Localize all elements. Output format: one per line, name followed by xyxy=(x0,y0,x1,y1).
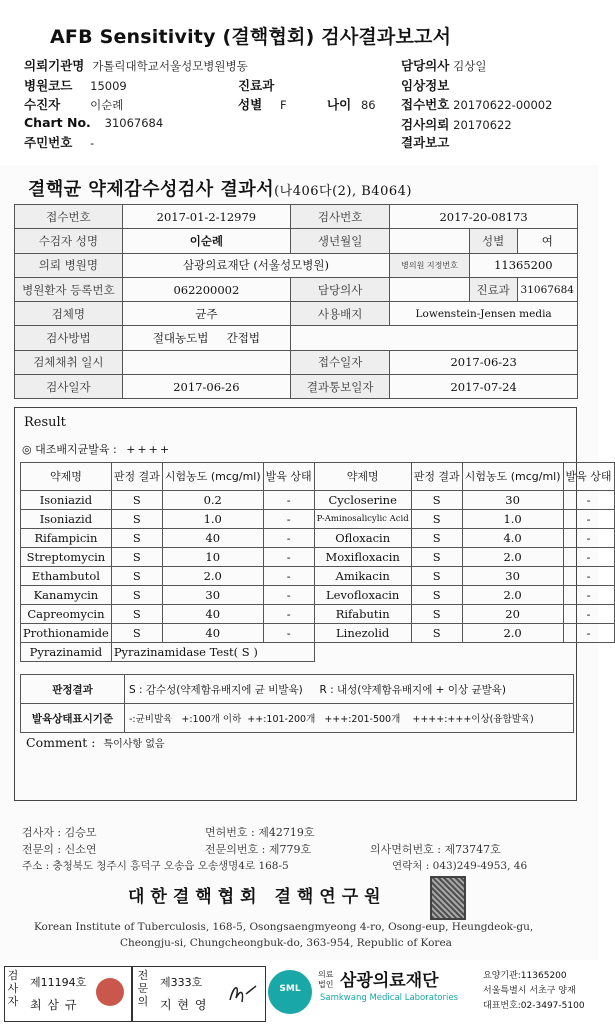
hosp-reg-label: 병원환자 등록번호 xyxy=(15,277,123,301)
drug-right-name: Rifabutin xyxy=(314,605,411,624)
drug-left-judge: S xyxy=(111,605,162,624)
drug-right-judge: S xyxy=(411,586,462,605)
clinical-row xyxy=(401,76,449,94)
specialist-no: 전문의번호 : 제779호 xyxy=(205,843,312,856)
doctor-row xyxy=(401,56,486,74)
col-drug: 약제명 xyxy=(21,463,112,491)
table-row xyxy=(21,548,615,567)
certificate-title xyxy=(28,175,412,201)
drug-right-name: P-Aminosalicylic Acid xyxy=(314,510,411,529)
header-row-5 xyxy=(24,133,94,151)
receipt-date-value: 2017-06-23 xyxy=(390,350,578,374)
sml-logo-icon xyxy=(268,970,312,1014)
drug-left-conc: 40 xyxy=(162,529,263,548)
drug-right-judge: S xyxy=(411,529,462,548)
contact: 연락처 : 043)249-4953, 46 xyxy=(392,860,528,872)
collect-date-label: 검체채취 일시 xyxy=(15,350,123,374)
table-row xyxy=(21,624,615,643)
hosp-reg-value: 062200002 xyxy=(122,277,290,301)
drug-right-name: Moxifloxacin xyxy=(314,548,411,567)
institute-name-ko: 대한결핵협회 결핵연구원 xyxy=(128,887,387,907)
judge-r-text: R : 내성(약제함유배지에 + 이상 균발육) xyxy=(319,683,506,696)
dept-label: 진료과 xyxy=(238,78,275,93)
drug-left-name: Kanamycin xyxy=(21,586,112,605)
table-row xyxy=(21,567,615,586)
age-value: 86 xyxy=(360,98,376,112)
legend-table xyxy=(20,674,574,733)
result-label: Result xyxy=(24,415,66,430)
sex-value-cell: 여 xyxy=(517,229,577,253)
drug-right-conc: 30 xyxy=(462,491,563,510)
drug-right-name: Ofloxacin xyxy=(314,529,411,548)
doctor-sign-name: 지 현 영 xyxy=(160,998,208,1012)
drug-right-name: Cycloserine xyxy=(314,491,411,510)
control-label: ◎ 대조배지균발육 : xyxy=(22,443,117,456)
drug-left-conc: 2.0 xyxy=(162,567,263,586)
institute-seal xyxy=(430,876,466,920)
pza-name: Pyrazinamid xyxy=(21,643,112,662)
org-code: 요양기관:11365200 xyxy=(483,971,567,981)
col-drug-2: 약제명 xyxy=(314,463,411,491)
pza-empty xyxy=(314,643,614,662)
comment-label: Comment : xyxy=(26,735,96,750)
drug-right-growth: - xyxy=(563,491,614,510)
org-address: 서울특별시 서초구 양재 xyxy=(483,986,576,996)
drug-left-name: Streptomycin xyxy=(21,548,112,567)
specialist: 전문의 : 신소연 xyxy=(22,843,97,856)
org-phone: 대표번호:02-3497-5100 xyxy=(483,1001,585,1011)
patient-info-table xyxy=(14,204,578,399)
age-label: 나이 xyxy=(327,97,352,112)
address: 주소 : 충청북도 청주시 흥덕구 오송읍 오송생명4로 168-5 xyxy=(22,860,289,872)
drug-left-conc: 30 xyxy=(162,586,263,605)
rrn-label: 주민번호 xyxy=(24,135,73,150)
col-growth-2: 발육 상태 xyxy=(563,463,614,491)
receipt-no-label: 접수번호 xyxy=(15,205,123,229)
chart-label: Chart No. xyxy=(24,115,91,130)
notify-date-label: 결과통보일자 xyxy=(291,375,390,399)
test-request-row xyxy=(401,115,512,133)
drug-right-growth: - xyxy=(563,510,614,529)
table-row xyxy=(21,510,615,529)
drug-left-judge: S xyxy=(111,510,162,529)
hospital-value: 삼광의료재단 (서울성모병원) xyxy=(122,253,390,277)
test-date-value: 2017-06-26 xyxy=(122,375,290,399)
comment xyxy=(26,735,165,750)
specimen-value: 균주 xyxy=(122,302,290,326)
growth-legend-value: -:균비발육 +:100개 이하 ++:101-200개 +++:201-500개 ++++:+++이상(융합발육) xyxy=(125,704,574,733)
drug-left-growth: - xyxy=(263,491,314,510)
drug-right-judge: S xyxy=(411,567,462,586)
specimen-label: 검체명 xyxy=(15,302,123,326)
tester-license: 면허번호 : 제42719호 xyxy=(205,826,315,839)
result-report-row xyxy=(401,133,449,151)
drug-left-growth: - xyxy=(263,586,314,605)
sex-label: 성별 xyxy=(238,97,263,112)
drug-left-name: Isoniazid xyxy=(21,491,112,510)
org-name: 삼광의료재단 xyxy=(340,971,439,991)
drug-left-conc: 40 xyxy=(162,605,263,624)
drug-left-growth: - xyxy=(263,529,314,548)
birth-value xyxy=(390,229,470,253)
hospital-code-label: 병원코드 xyxy=(24,78,73,93)
result-report-label: 결과보고 xyxy=(401,135,450,150)
drug-left-growth: - xyxy=(263,510,314,529)
judge-s-text: S : 감수성(약제함유배지에 균 비발육) xyxy=(129,683,303,696)
comment-value: 특이사항 없음 xyxy=(103,739,165,750)
drug-right-judge: S xyxy=(411,548,462,567)
drug-right-name: Linezolid xyxy=(314,624,411,643)
col-growth: 발육 상태 xyxy=(263,463,314,491)
designated-value: 11365200 xyxy=(469,253,577,277)
col-conc-2: 시험농도 (mcg/ml) xyxy=(462,463,563,491)
col-judge-2: 판정 결과 xyxy=(411,463,462,491)
inspect-no-value: 2017-20-08173 xyxy=(390,205,578,229)
doctor-sign-label: 전문의 xyxy=(137,969,149,1008)
info-dept-label: 진료과 xyxy=(469,277,517,301)
receipt-no-label: 접수번호 xyxy=(401,97,450,112)
chart-value: 31067684 xyxy=(104,116,164,130)
patient-value: 이순례 xyxy=(90,98,124,112)
drug-right-conc: 2.0 xyxy=(462,548,563,567)
institute-address-en-1: Korean Institute of Tuberculosis, 168-5, Osongsaengmyeong 4-ro, Osong-eup, Heungdeok-gu, xyxy=(34,921,534,933)
tester-sign-label: 검사자 xyxy=(7,969,19,1008)
drug-left-growth: - xyxy=(263,624,314,643)
drug-right-conc: 4.0 xyxy=(462,529,563,548)
drug-right-judge: S xyxy=(411,510,462,529)
drug-right-growth: - xyxy=(563,567,614,586)
header-row-3 xyxy=(24,95,123,113)
drug-left-conc: 0.2 xyxy=(162,491,263,510)
control-growth xyxy=(22,441,171,457)
receipt-no-value: 2017-01-2-12979 xyxy=(122,205,290,229)
tester-sign-no: 제11194호 xyxy=(30,976,87,989)
drug-left-judge: S xyxy=(111,567,162,586)
certificate-title-main: 결핵균 약제감수성검사 결과서 xyxy=(28,179,275,200)
notify-date-value: 2017-07-24 xyxy=(390,375,578,399)
drug-left-judge: S xyxy=(111,586,162,605)
drug-right-conc: 30 xyxy=(462,567,563,586)
table-row xyxy=(21,491,615,510)
drug-left-name: Isoniazid xyxy=(21,510,112,529)
drug-left-growth: - xyxy=(263,605,314,624)
col-conc: 시험농도 (mcg/ml) xyxy=(162,463,263,491)
method-empty xyxy=(291,326,578,350)
sex-value: F xyxy=(279,98,287,112)
receipt-date-label: 접수일자 xyxy=(291,350,390,374)
judge-legend-label: 판정결과 xyxy=(21,675,125,704)
header-row-2 xyxy=(24,76,127,94)
info-dept-value: 31067684 xyxy=(517,277,577,301)
clinical-label: 임상정보 xyxy=(401,78,450,93)
test-request: 20170622 xyxy=(453,118,512,132)
patient-name-label: 수검자 성명 xyxy=(15,229,123,253)
hospital-code: 15009 xyxy=(90,79,127,93)
tester-sign-name: 최 삼 규 xyxy=(30,998,78,1012)
drug-left-conc: 10 xyxy=(162,548,263,567)
tester: 검사자 : 김승모 xyxy=(22,826,97,839)
drug-right-conc: 2.0 xyxy=(462,624,563,643)
table-row xyxy=(21,529,615,548)
method-1: 절대농도법 xyxy=(152,331,209,346)
drug-left-judge: S xyxy=(111,624,162,643)
doctor-label: 담당의사 xyxy=(401,58,450,73)
judge-legend-value xyxy=(125,675,574,704)
media-value: Lowenstein-Jensen media xyxy=(390,302,578,326)
doctor-value: 김상일 xyxy=(453,59,487,73)
drug-left-name: Capreomycin xyxy=(21,605,112,624)
birth-label: 생년월일 xyxy=(291,229,390,253)
method-2: 간접법 xyxy=(226,331,260,346)
header-row-4 xyxy=(24,115,163,130)
doctor-sign-no: 제333호 xyxy=(160,976,203,989)
drug-right-judge: S xyxy=(411,491,462,510)
drug-right-conc: 1.0 xyxy=(462,510,563,529)
rrn-value: - xyxy=(90,136,95,150)
org-en: Samkwang Medical Laboratories xyxy=(320,993,459,1003)
tester-stamp-icon xyxy=(96,978,124,1006)
table-row xyxy=(21,605,615,624)
drug-left-name: Ethambutol xyxy=(21,567,112,586)
pza-value: Pyrazinamidase Test( S ) xyxy=(111,643,314,662)
receipt-row xyxy=(401,95,552,113)
drug-left-name: Rifampicin xyxy=(21,529,112,548)
table-row xyxy=(21,586,615,605)
header-row-1 xyxy=(24,56,248,74)
col-judge: 판정 결과 xyxy=(111,463,162,491)
drug-left-judge: S xyxy=(111,529,162,548)
sex-label-cell: 성별 xyxy=(469,229,517,253)
requesting-org: 가톨릭대학교서울성모병원병동 xyxy=(92,59,248,73)
drug-right-growth: - xyxy=(563,548,614,567)
test-date-label: 검사일자 xyxy=(15,375,123,399)
patient-name-value: 이순례 xyxy=(122,229,290,253)
hospital-label: 의뢰 병원명 xyxy=(15,253,123,277)
control-value: ++++ xyxy=(126,443,172,456)
collect-date-value xyxy=(122,350,290,374)
sml-logo-text: SML xyxy=(279,984,301,994)
method-value xyxy=(122,326,290,350)
drug-left-judge: S xyxy=(111,548,162,567)
drug-left-conc: 40 xyxy=(162,624,263,643)
inspect-no-label: 검사번호 xyxy=(291,205,390,229)
drug-right-growth: - xyxy=(563,586,614,605)
info-doctor-value xyxy=(390,277,470,301)
sex-row xyxy=(238,95,287,113)
drug-right-name: Amikacin xyxy=(314,567,411,586)
drug-table xyxy=(20,462,615,662)
drug-left-judge: S xyxy=(111,491,162,510)
drug-right-name: Levofloxacin xyxy=(314,586,411,605)
org-prefix: 의료법인 xyxy=(318,970,334,989)
certificate-title-sub: (나406다(2), B4064) xyxy=(274,184,412,199)
receipt-no: 20170622-00002 xyxy=(453,98,553,112)
designated-label: 병의원 지정번호 xyxy=(390,253,470,277)
drug-rows xyxy=(21,491,615,643)
drug-left-conc: 1.0 xyxy=(162,510,263,529)
doctor-license: 의사면허번호 : 제73747호 xyxy=(370,843,501,856)
doctor-signature-icon xyxy=(226,980,260,1008)
info-doctor-label: 담당의사 xyxy=(291,277,390,301)
method-label: 검사방법 xyxy=(15,326,123,350)
institute-address-en-2: Cheongju-si, Chungcheongbuk-do, 363-954, Republic of Korea xyxy=(120,937,452,949)
drug-right-judge: S xyxy=(411,624,462,643)
drug-right-judge: S xyxy=(411,605,462,624)
drug-left-growth: - xyxy=(263,567,314,586)
media-label: 사용배지 xyxy=(291,302,390,326)
requesting-org-label: 의뢰기관명 xyxy=(24,58,85,73)
patient-label: 수진자 xyxy=(24,97,61,112)
drug-left-name: Prothionamide xyxy=(21,624,112,643)
growth-legend-label: 발육상태표시기준 xyxy=(21,704,125,733)
drug-right-growth: - xyxy=(563,605,614,624)
drug-left-growth: - xyxy=(263,548,314,567)
report-title: AFB Sensitivity (결핵협회) 검사결과보고서 xyxy=(50,26,452,48)
drug-right-growth: - xyxy=(563,624,614,643)
drug-right-conc: 20 xyxy=(462,605,563,624)
drug-right-conc: 2.0 xyxy=(462,586,563,605)
age-row xyxy=(327,95,376,113)
dept-row xyxy=(238,76,274,94)
test-request-label: 검사의뢰 xyxy=(401,117,450,132)
drug-right-growth: - xyxy=(563,529,614,548)
